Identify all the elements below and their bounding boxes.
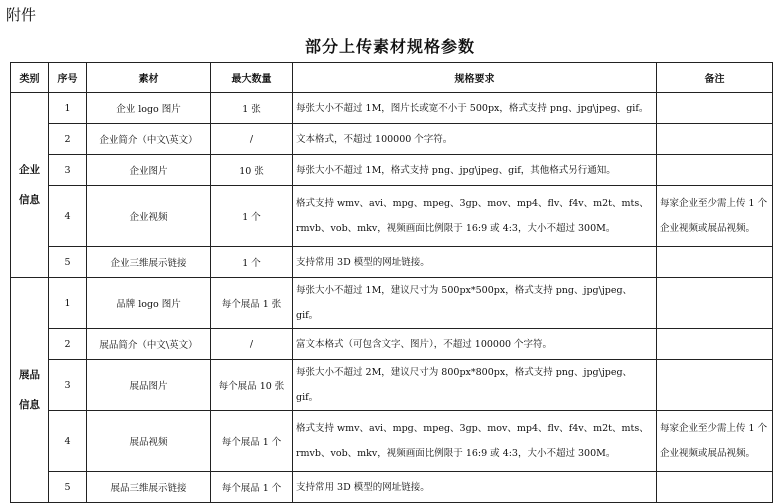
spec-cell: 每张大小不超过 1M，格式支持 png、jpg\jpeg、gif，其他格式另行通知。	[293, 155, 657, 186]
col-header-note: 备注	[657, 63, 773, 93]
col-header-max-quantity: 最大数量	[211, 63, 293, 93]
spec-table	[10, 62, 773, 503]
table-row	[11, 155, 773, 186]
row-number: 5	[49, 247, 87, 278]
note-cell	[657, 360, 773, 411]
category-line: 展品	[19, 369, 40, 381]
row-number: 2	[49, 329, 87, 360]
spec-cell: 每张大小不超过 1M，建议尺寸为 500px*500px，格式支持 png、jpg\jpeg、gif。	[293, 278, 657, 329]
max-quantity-cell: 10 张	[211, 155, 293, 186]
note-cell	[657, 278, 773, 329]
note-cell: 每家企业至少需上传 1 个企业视频或展品视频。	[657, 186, 773, 247]
material-cell: 企业图片	[87, 155, 211, 186]
note-cell	[657, 329, 773, 360]
col-header-material: 素材	[87, 63, 211, 93]
row-number: 1	[49, 93, 87, 124]
table-row	[11, 411, 773, 472]
spec-cell: 每张大小不超过 1M，图片长或宽不小于 500px，格式支持 png、jpg\jpeg、gif。	[293, 93, 657, 124]
material-cell: 企业三维展示链接	[87, 247, 211, 278]
note-cell	[657, 124, 773, 155]
material-cell: 企业简介（中文\英文）	[87, 124, 211, 155]
note-cell	[657, 155, 773, 186]
spec-cell: 格式支持 wmv、avi、mpg、mpeg、3gp、mov、mp4、flv、f4v、m2t、mts、rmvb、vob、mkv，视频画面比例限于 16:9 或 4:3，大小不超过 300M。	[293, 186, 657, 247]
row-number: 1	[49, 278, 87, 329]
material-cell: 展品三维展示链接	[87, 472, 211, 503]
table-row	[11, 472, 773, 503]
col-header-category: 类别	[11, 63, 49, 93]
spec-cell: 支持常用 3D 模型的网址链接。	[293, 247, 657, 278]
note-cell	[657, 472, 773, 503]
table-header-row	[11, 63, 773, 93]
table-row	[11, 329, 773, 360]
material-cell: 展品简介（中文\英文）	[87, 329, 211, 360]
table-row	[11, 247, 773, 278]
table-row	[11, 360, 773, 411]
material-cell: 展品视频	[87, 411, 211, 472]
col-header-number: 序号	[49, 63, 87, 93]
max-quantity-cell: 每个展品 1 张	[211, 278, 293, 329]
document-title: 部分上传素材规格参数	[304, 37, 475, 56]
col-header-spec: 规格要求	[293, 63, 657, 93]
max-quantity-cell: 1 个	[211, 186, 293, 247]
max-quantity-cell: 每个展品 10 张	[211, 360, 293, 411]
category-line: 信息	[19, 399, 40, 411]
spec-cell: 格式支持 wmv、avi、mpg、mpeg、3gp、mov、mp4、flv、f4v、m2t、mts、rmvb、vob、mkv，视频画面比例限于 16:9 或 4:3，大小不超过 300M。	[293, 411, 657, 472]
row-number: 4	[49, 186, 87, 247]
material-cell: 品牌 logo 图片	[87, 278, 211, 329]
row-number: 5	[49, 472, 87, 503]
category-line: 信息	[19, 194, 40, 206]
material-cell: 企业 logo 图片	[87, 93, 211, 124]
spec-cell: 支持常用 3D 模型的网址链接。	[293, 472, 657, 503]
material-cell: 企业视频	[87, 186, 211, 247]
spec-cell: 文本格式，不超过 100000 个字符。	[293, 124, 657, 155]
category-cell-exhibit	[11, 278, 49, 503]
max-quantity-cell: 每个展品 1 个	[211, 472, 293, 503]
max-quantity-cell: 每个展品 1 个	[211, 411, 293, 472]
table-row	[11, 186, 773, 247]
material-cell: 展品图片	[87, 360, 211, 411]
attachment-label: 附件	[6, 6, 37, 24]
category-line: 企业	[19, 164, 40, 176]
max-quantity-cell: /	[211, 124, 293, 155]
spec-cell: 每张大小不超过 2M，建议尺寸为 800px*800px，格式支持 png、jpg\jpeg、gif。	[293, 360, 657, 411]
note-cell: 每家企业至少需上传 1 个企业视频或展品视频。	[657, 411, 773, 472]
row-number: 3	[49, 360, 87, 411]
note-cell	[657, 93, 773, 124]
max-quantity-cell: /	[211, 329, 293, 360]
note-cell	[657, 247, 773, 278]
table-row	[11, 93, 773, 124]
row-number: 4	[49, 411, 87, 472]
table-row	[11, 278, 773, 329]
category-cell-enterprise	[11, 93, 49, 278]
row-number: 2	[49, 124, 87, 155]
spec-cell: 富文本格式（可包含文字、图片），不超过 100000 个字符。	[293, 329, 657, 360]
max-quantity-cell: 1 个	[211, 247, 293, 278]
table-row	[11, 124, 773, 155]
max-quantity-cell: 1 张	[211, 93, 293, 124]
row-number: 3	[49, 155, 87, 186]
